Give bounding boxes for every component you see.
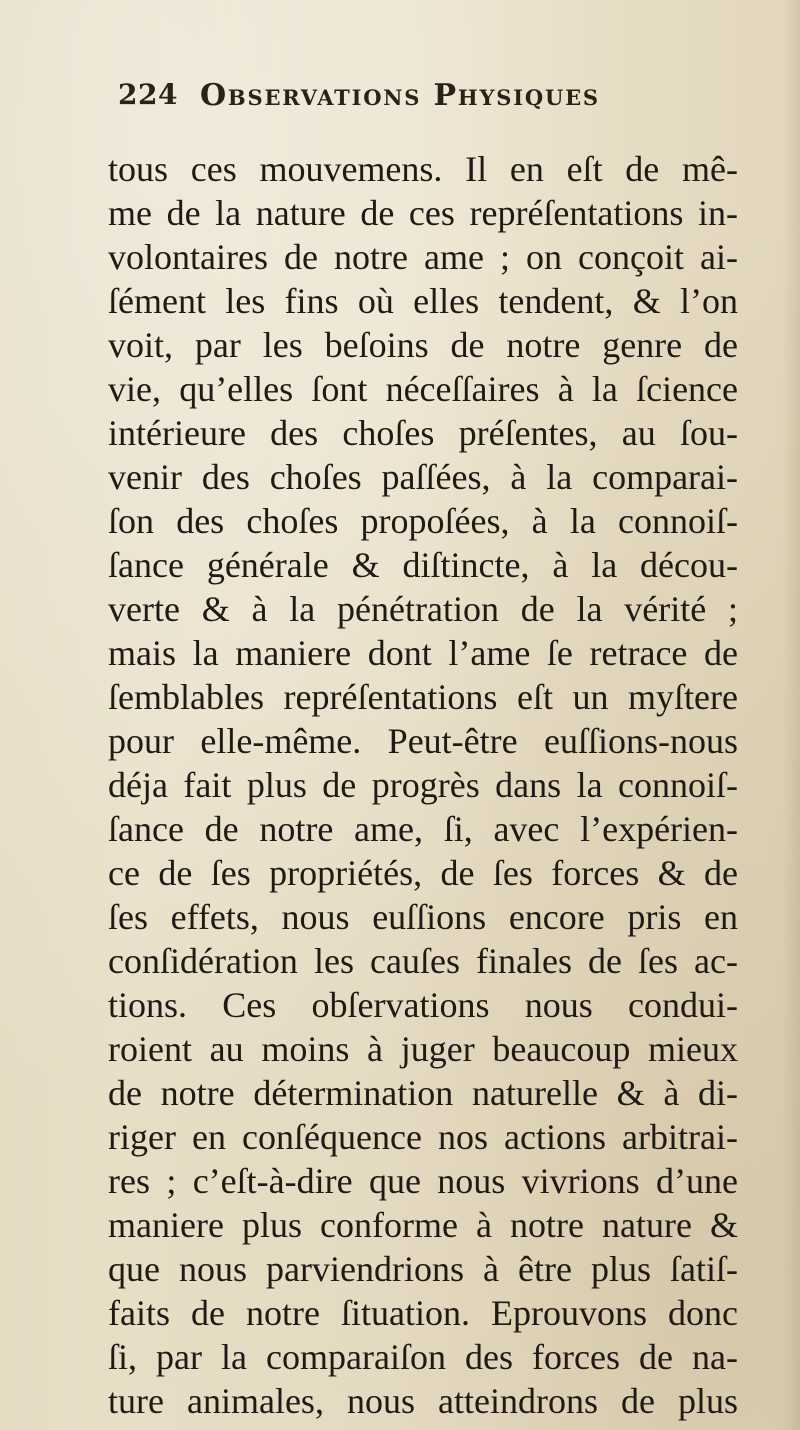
text-line: de notre détermination naturelle & à di- xyxy=(108,1073,738,1113)
page-number: 224 xyxy=(118,78,178,111)
text-line: res ; c’eſt-à-dire que nous vivrions d’une xyxy=(108,1161,738,1201)
text-line: maniere plus conforme à notre nature & xyxy=(108,1205,738,1245)
text-line: riger en conſéquence nos actions arbitrai- xyxy=(108,1117,738,1157)
text-line: ſi, par la comparaiſon des forces de na- xyxy=(108,1337,738,1377)
text-line: ſément les fins où elles tendent, & l’on xyxy=(108,281,738,321)
text-line: ce de ſes propriétés, de ſes forces & de xyxy=(108,853,738,893)
text-line: voit, par les beſoins de notre genre de xyxy=(108,325,738,365)
text-line: ſance de notre ame, ſi, avec l’expérien- xyxy=(108,809,738,849)
text-line: roient au moins à juger beaucoup mieux xyxy=(108,1029,738,1069)
text-line: que nous parviendrions à être plus ſatiſ- xyxy=(108,1249,738,1289)
text-line: tous ces mouvemens. Il en eſt de mê- xyxy=(108,149,738,189)
text-line: ſance générale & diſtincte, à la décou- xyxy=(108,545,738,585)
text-line: venir des choſes paſſées, à la comparai- xyxy=(108,457,738,497)
text-line: tions. Ces obſervations nous condui- xyxy=(108,985,738,1025)
text-line: faits de notre ſituation. Eprouvons donc xyxy=(108,1293,738,1333)
text-line: ſemblables repréſentations eſt un myſtere xyxy=(108,677,738,717)
text-line: verte & à la pénétration de la vérité ; xyxy=(108,589,738,629)
text-line: volontaires de notre ame ; on conçoit ai- xyxy=(108,237,738,277)
text-line: déja fait plus de progrès dans la connoiſ- xyxy=(108,765,738,805)
text-line: vie, qu’elles ſont néceſſaires à la ſcience xyxy=(108,369,738,409)
text-line: ſon des choſes propoſées, à la connoiſ- xyxy=(108,501,738,541)
text-line: ture animales, nous atteindrons de plus xyxy=(108,1381,738,1421)
running-head: Observations Physiques xyxy=(200,78,600,113)
text-line: intérieure des choſes préſentes, au ſou- xyxy=(108,413,738,453)
text-line: conſidération les cauſes finales de ſes ac- xyxy=(108,941,738,981)
text-line: pour elle-même. Peut-être euſſions-nous xyxy=(108,721,738,761)
text-line: me de la nature de ces repréſentations in- xyxy=(108,193,738,233)
text-line: ſes effets, nous euſſions encore pris en xyxy=(108,897,738,937)
text-line: mais la maniere dont l’ame ſe retrace de xyxy=(108,633,738,673)
